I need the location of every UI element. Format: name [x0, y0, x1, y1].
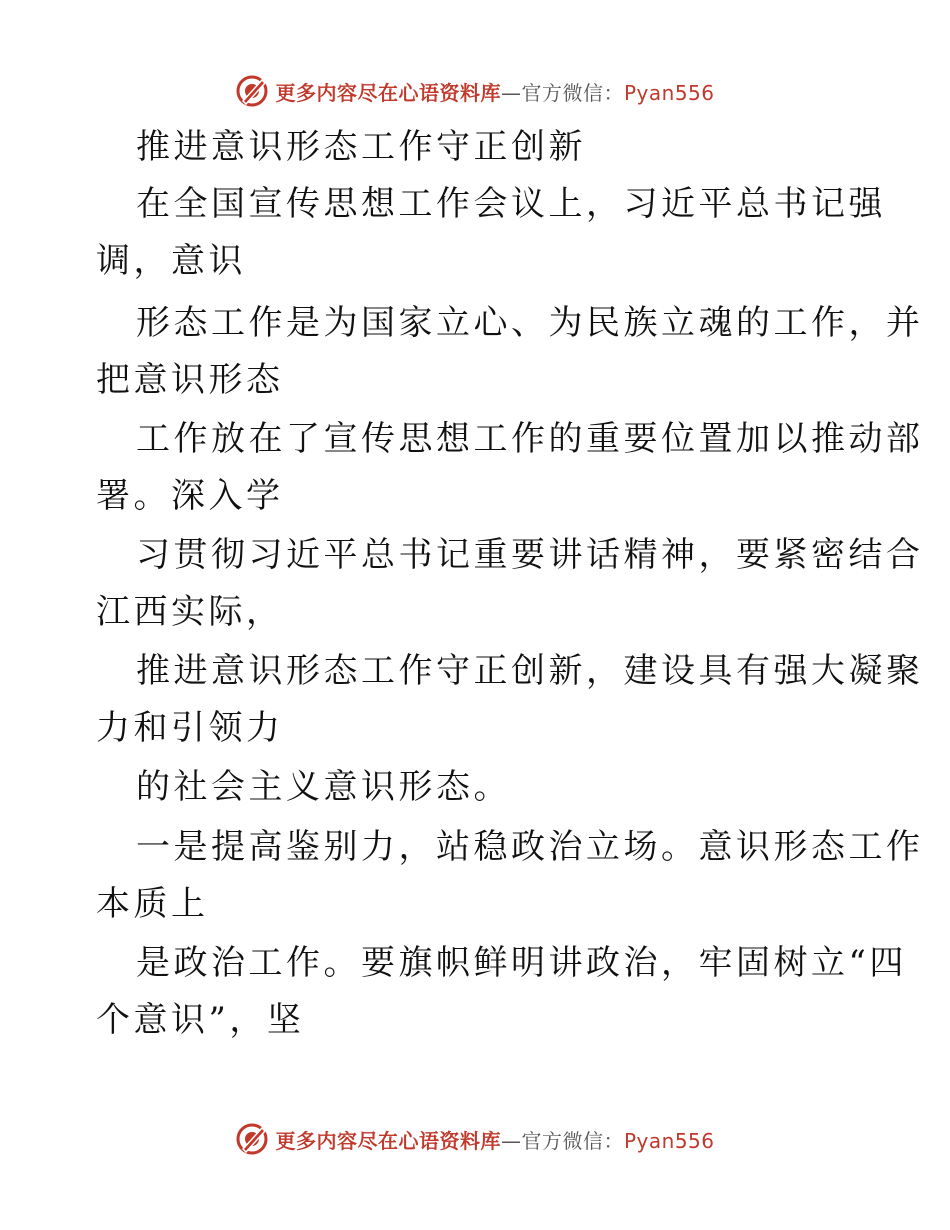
document-title: 推进意识形态工作守正创新 — [136, 127, 586, 167]
document-line: 习贯彻习近平总书记重要讲话精神，要紧密结合 — [136, 535, 924, 575]
document-line: 力和引领力 — [96, 708, 284, 748]
document-line: 一是提高鉴别力，站稳政治立场。意识形态工作 — [136, 827, 924, 867]
document-line: 在全国宣传思想工作会议上，习近平总书记强 — [136, 184, 886, 224]
footer-banner — [0, 1119, 950, 1159]
pen-circle-logo-icon — [235, 74, 269, 108]
document-line: 个意识”，坚 — [96, 1000, 305, 1040]
document-line: 工作放在了宣传思想工作的重要位置加以推动部 — [136, 419, 924, 459]
document-line: 本质上 — [96, 884, 209, 924]
document-line: 的社会主义意识形态。 — [136, 767, 511, 807]
banner-text — [275, 1125, 714, 1154]
banner-wechat-id: Pyan556 — [623, 1128, 715, 1153]
document-line: 调，意识 — [96, 241, 246, 281]
banner-wechat-label: —官方微信： — [500, 80, 624, 105]
banner-wechat-label: —官方微信： — [500, 1128, 624, 1153]
document-line: 形态工作是为国家立心、为民族立魂的工作，并 — [136, 303, 924, 343]
pen-circle-logo-icon — [235, 1122, 269, 1156]
document-line: 江西实际， — [96, 592, 284, 632]
document-line: 是政治工作。要旗帜鲜明讲政治，牢固树立“四 — [136, 943, 907, 983]
banner-wechat-id: Pyan556 — [623, 80, 715, 105]
document-line: 推进意识形态工作守正创新，建设具有强大凝聚 — [136, 651, 924, 691]
document-line: 把意识形态 — [96, 360, 284, 400]
banner-text — [275, 77, 714, 106]
banner-site-name: 更多内容尽在心语资料库 — [275, 80, 501, 105]
banner-site-name: 更多内容尽在心语资料库 — [275, 1128, 501, 1153]
header-banner — [0, 71, 950, 111]
document-line: 署。深入学 — [96, 476, 284, 516]
